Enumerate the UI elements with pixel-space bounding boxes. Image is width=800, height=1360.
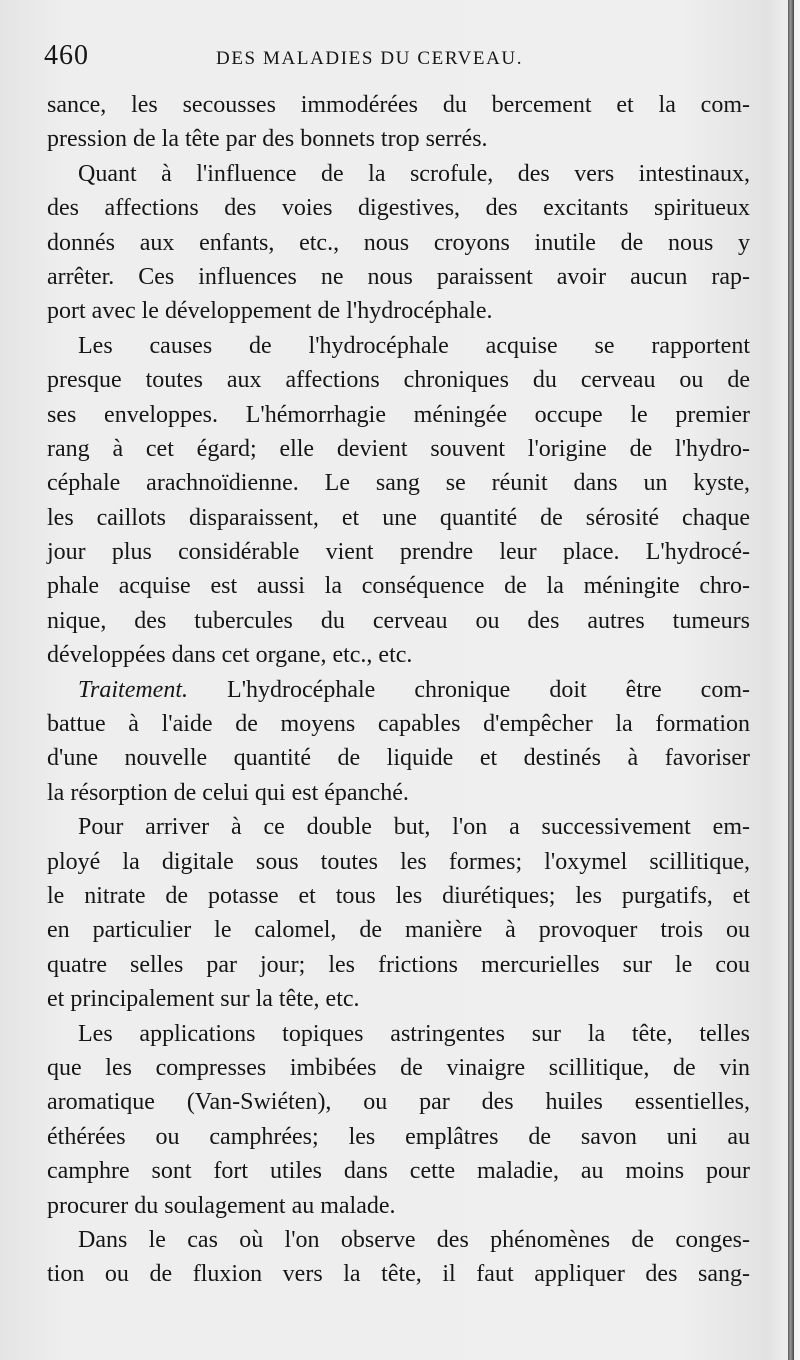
text-line: la résorption de celui qui est épanché. — [47, 779, 409, 806]
text-line: jour plus considérable vient prendre leur place. L'hydrocé- — [47, 539, 750, 566]
text-line: camphre sont fort utiles dans cette maladie, au moins pour — [47, 1158, 750, 1185]
text-line: ses enveloppes. L'hémorrhagie méningée occupe le premier — [47, 401, 750, 428]
text-line: le nitrate de potasse et tous les diurétiques; les purgatifs, et — [47, 882, 750, 909]
text-line: sance, les secousses immodérées du bercement et la com- — [47, 92, 750, 118]
page-edge-shadow — [788, 0, 794, 1360]
text-line: battue à l'aide de moyens capables d'empêcher la formation — [47, 711, 750, 738]
text-line: port avec le développement de l'hydrocéphale. — [47, 298, 493, 325]
text-line: phale acquise est aussi la conséquence de la méningite chro- — [47, 573, 750, 600]
text-line: des affections des voies digestives, des excitants spiritueux — [47, 195, 750, 222]
body-text — [47, 88, 750, 1292]
text-line: céphale arachnoïdienne. Le sang se réunit dans un kyste, — [47, 470, 750, 497]
text-line: pression de la tête par des bonnets trop serrés. — [47, 126, 488, 153]
page-header — [44, 38, 754, 78]
text-line: quatre selles par jour; les frictions mercurielles sur le cou — [47, 951, 750, 978]
text-line: Quant à l'influence de la scrofule, des vers intestinaux, — [78, 160, 750, 187]
text-line: presque toutes aux affections chroniques du cerveau ou de — [47, 367, 750, 394]
text-line: et principalement sur la tête, etc. — [47, 986, 360, 1013]
text-line: aromatique (Van-Swiéten), ou par des huiles essentielles, — [47, 1089, 750, 1116]
text-line: arrêter. Ces influences ne nous paraissent avoir aucun rap- — [47, 263, 750, 290]
text-line: Les applications topiques astringentes sur la tête, telles — [78, 1020, 750, 1047]
text-line: que les compresses imbibées de vinaigre scillitique, de vin — [47, 1054, 750, 1081]
running-title: DES MALADIES DU CERVEAU. — [216, 48, 524, 69]
section-lead-italic: Traitement. — [78, 676, 189, 703]
text-line: ployé la digitale sous toutes les formes; l'oxymel scillitique, — [47, 848, 750, 875]
text-line: procurer du soulagement au malade. — [47, 1192, 396, 1219]
text-line: tion ou de fluxion vers la tête, il faut appliquer des sang- — [47, 1261, 750, 1288]
text-line — [47, 673, 750, 707]
text-line: donnés aux enfants, etc., nous croyons inutile de nous y — [47, 229, 750, 256]
text-line: Pour arriver à ce double but, l'on a successivement em- — [78, 814, 750, 841]
text-line: rang à cet égard; elle devient souvent l'origine de l'hydro- — [47, 435, 750, 462]
page-number: 460 — [44, 40, 89, 71]
text-line: les caillots disparaissent, et une quantité de sérosité chaque — [47, 504, 750, 531]
text-line: éthérées ou camphrées; les emplâtres de savon uni au — [47, 1123, 750, 1150]
text-line: en particulier le calomel, de manière à provoquer trois ou — [47, 917, 750, 944]
text-line: d'une nouvelle quantité de liquide et destinés à favoriser — [47, 745, 750, 772]
text-line: nique, des tubercules du cerveau ou des autres tumeurs — [47, 607, 750, 634]
text-line-rest: L'hydrocéphale chronique doit être com- — [188, 676, 750, 703]
text-line: Dans le cas où l'on observe des phénomènes de conges- — [78, 1226, 750, 1253]
text-line: développées dans cet organe, etc., etc. — [47, 642, 413, 669]
text-line: Les causes de l'hydrocéphale acquise se rapportent — [78, 332, 750, 359]
